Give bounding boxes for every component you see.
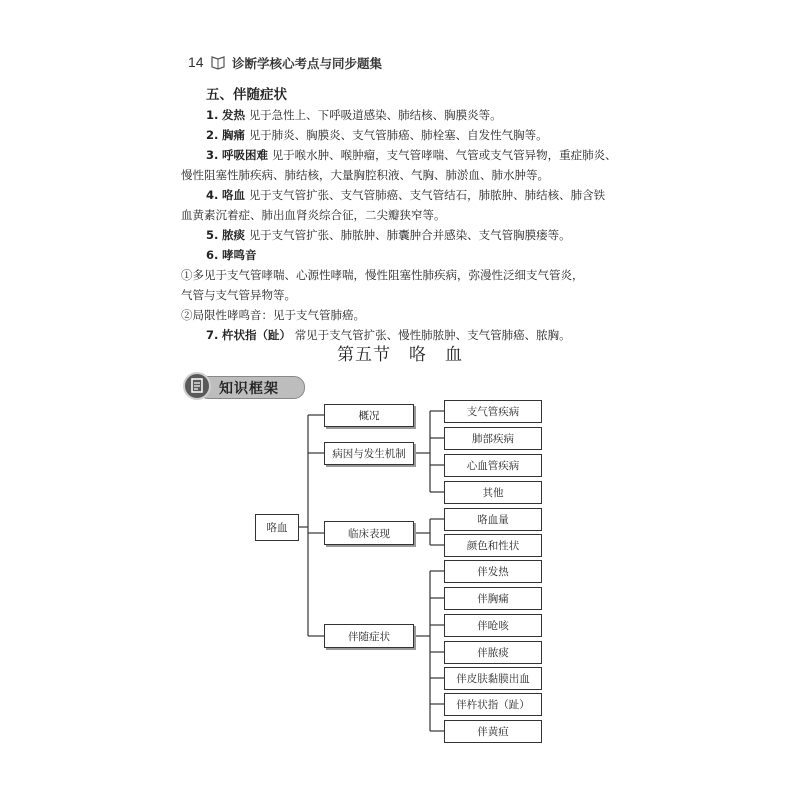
page-number: 14 (188, 54, 204, 70)
node-with-purulent-sputum: 伴脓痰 (444, 641, 542, 664)
node-hemoptysis-volume: 咯血量 (444, 508, 542, 531)
item-number: 3. (206, 148, 219, 162)
banner-label: 知识框架 (219, 381, 279, 397)
item-term: 呼吸困难 (222, 148, 269, 162)
node-overview: 概况 (324, 404, 414, 427)
item-dyspnea-cont: 慢性阻塞性肺疾病、肺结核，大量胸腔积液、气胸、肺淤血、肺水肿等。 (181, 168, 549, 182)
item-text: 见于支气管扩张、支气管肺癌、支气管结石，肺脓肿、肺结核、肺含铁 (248, 188, 606, 202)
node-other: 其他 (444, 481, 542, 504)
item-hemoptysis-cont: 血黄素沉着症、肺出血肾炎综合征，二尖瓣狭窄等。 (181, 208, 446, 222)
node-cardiovascular-disease: 心血管疾病 (444, 454, 542, 477)
node-clinical: 临床表现 (324, 521, 414, 545)
item-number: 1. (206, 108, 219, 122)
wheeze-note-1: ①多见于支气管哮喘、心源性哮喘，慢性阻塞性肺疾病，弥漫性泛细支气管炎， (181, 268, 584, 282)
node-with-fever: 伴发热 (444, 560, 542, 583)
item-number: 5. (206, 228, 219, 242)
item-term: 杵状指（趾） (222, 328, 292, 342)
section-heading: 五、伴随症状 (206, 87, 287, 103)
item-text: 见于急性上、下呼吸道感染、肺结核、胸膜炎等。 (248, 108, 502, 122)
node-with-clubbing: 伴杵状指（趾） (444, 693, 542, 716)
wheeze-note-1-cont: 气管与支气管异物等。 (181, 288, 296, 302)
item-term: 哮鸣音 (222, 248, 257, 262)
item-text: 见于喉水肿、喉肿瘤，支气管哮喘、气管或支气管异物，重症肺炎、 (271, 148, 617, 162)
item-term: 胸痛 (222, 128, 246, 142)
item-number: 7. (206, 328, 219, 342)
node-etiology: 病因与发生机制 (324, 442, 414, 465)
item-term: 脓痰 (222, 228, 246, 242)
item-term: 咯血 (222, 188, 246, 202)
item-text: 常见于支气管扩张、慢性肺脓肿、支气管肺癌、脓胸。 (294, 328, 571, 342)
node-with-jaundice: 伴黄疸 (444, 720, 542, 743)
node-color-character: 颜色和性状 (444, 534, 542, 557)
node-lung-disease: 肺部疾病 (444, 427, 542, 450)
chapter-title: 第五节 咯 血 (337, 345, 463, 365)
wheeze-note-2: ②局限性哮鸣音：见于支气管肺癌。 (181, 308, 365, 322)
node-accompanying: 伴随症状 (324, 624, 414, 648)
node-with-choking-cough: 伴呛咳 (444, 614, 542, 637)
node-with-mucocutaneous-bleeding: 伴皮肤黏膜出血 (444, 667, 542, 690)
item-number: 6. (206, 248, 219, 262)
item-number: 4. (206, 188, 219, 202)
item-text: 见于支气管扩张、肺脓肿、肺囊肿合并感染、支气管胸膜瘘等。 (248, 228, 571, 242)
item-number: 2. (206, 128, 219, 142)
item-term: 发热 (222, 108, 246, 122)
book-title: 诊断学核心考点与同步题集 (232, 56, 383, 71)
node-bronchial-disease: 支气管疾病 (444, 400, 542, 423)
node-root: 咯血 (255, 514, 299, 541)
node-with-chest-pain: 伴胸痛 (444, 587, 542, 610)
item-text: 见于肺炎、胸膜炎、支气管肺癌、肺栓塞、自发性气胸等。 (248, 128, 548, 142)
